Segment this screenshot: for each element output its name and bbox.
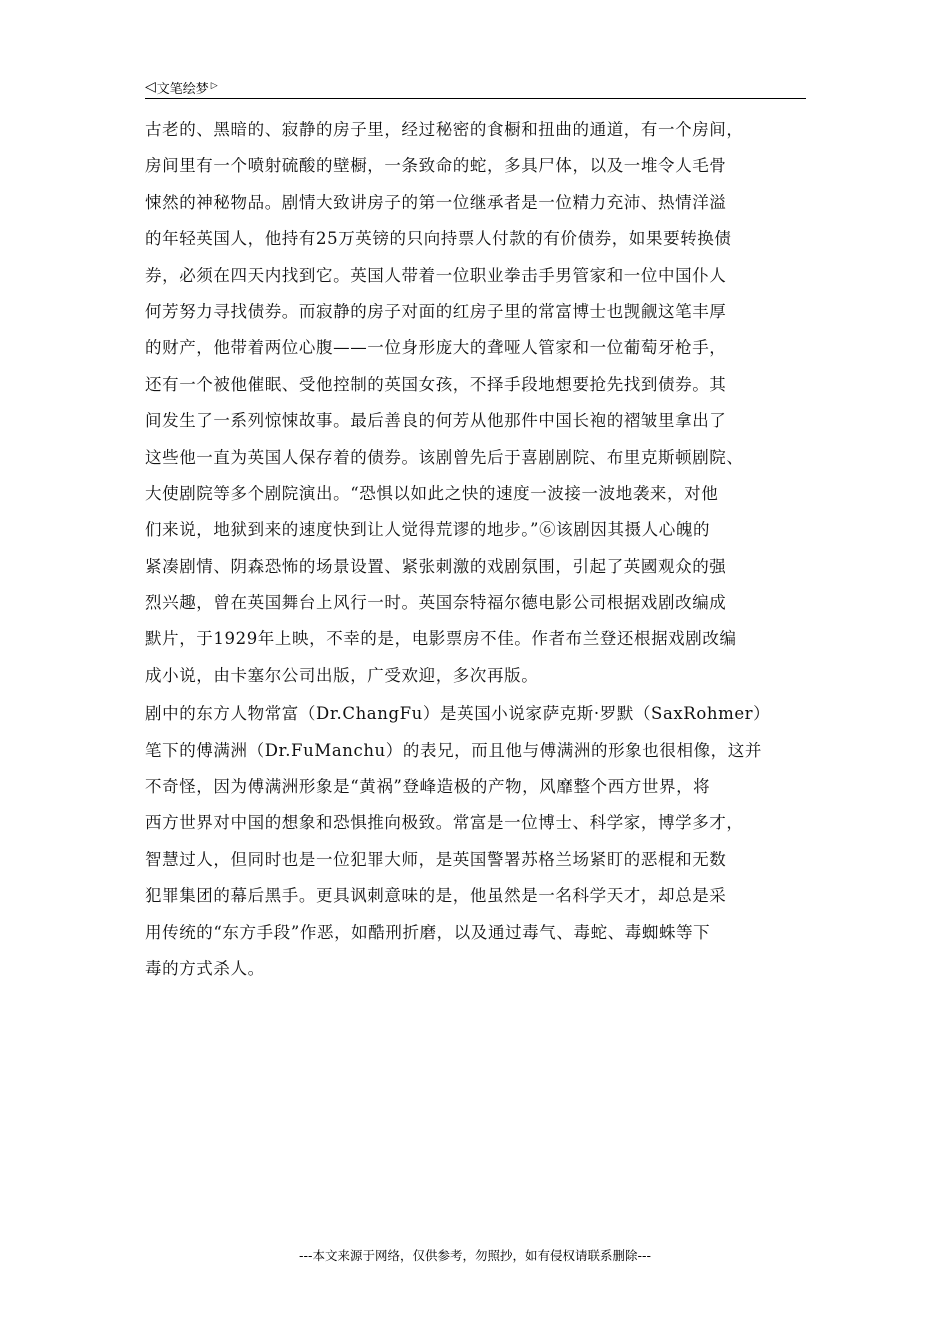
text-line: 的年轻英国人，他持有25万英镑的只向持票人付款的有价债券，如果要转换债 bbox=[145, 229, 732, 249]
left-triangle-icon: ◁ bbox=[145, 79, 156, 95]
right-triangle-icon: ▷ bbox=[210, 81, 218, 91]
paragraph-2 bbox=[145, 696, 810, 987]
header-title: 文笔绘梦 bbox=[156, 81, 209, 97]
text-line: 这些他一直为英国人保存着的债券。该剧曾先后于喜剧剧院、布里克斯顿剧院、 bbox=[145, 447, 744, 467]
text-line: 房间里有一个喷射硫酸的壁橱，一条致命的蛇，多具尸体，以及一堆令人毛骨 bbox=[145, 156, 727, 176]
text-line: 何芳努力寻找债券。而寂静的房子对面的红房子里的常富博士也觊觎这笔丰厚 bbox=[145, 301, 727, 321]
text-line: 的财产，他带着两位心腹——一位身形庞大的聋哑人管家和一位葡萄牙枪手， bbox=[145, 338, 727, 358]
text-line: 大使剧院等多个剧院演出。“恐惧以如此之快的速度一波接一波地袭来，对他 bbox=[145, 483, 719, 503]
text-line: 用传统的“东方手段”作恶，如酷刑折磨，以及通过毒气、毒蛇、毒蜘蛛等下 bbox=[145, 922, 711, 942]
paragraph-1 bbox=[145, 112, 810, 694]
text-line: 们来说，地狱到来的速度快到让人觉得荒谬的地步。”⑥该剧因其摄人心魄的 bbox=[145, 520, 711, 540]
text-line: 悚然的神秘物品。剧情大致讲房子的第一位继承者是一位精力充沛、热情洋溢 bbox=[145, 192, 727, 212]
text-line: 不奇怪，因为傅满洲形象是“黄祸”登峰造极的产物，风靡整个西方世界，将 bbox=[145, 777, 711, 797]
text-line: 古老的、黑暗的、寂静的房子里，经过秘密的食橱和扭曲的通道，有一个房间， bbox=[145, 120, 744, 139]
text-line: 剧中的东方人物常富（Dr.ChangFu）是英国小说家萨克斯·罗默（SaxRohmer） bbox=[145, 704, 771, 724]
text-line: 毒的方式杀人。 bbox=[145, 958, 265, 978]
document-body bbox=[145, 112, 810, 987]
text-line: 默片，于1929年上映，不幸的是，电影票房不佳。作者布兰登还根据戏剧改编 bbox=[145, 629, 737, 649]
text-line: 笔下的傅满洲（Dr.FuManchu）的表兄，而且他与傅满洲的形象也很相像，这并 bbox=[145, 740, 762, 760]
page-header bbox=[145, 76, 806, 99]
text-line: 西方世界对中国的想象和恐惧推向极致。常富是一位博士、科学家，博学多才， bbox=[145, 813, 744, 833]
text-line: 间发生了一系列惊悚故事。最后善良的何芳从他那件中国长袍的褶皱里拿出了 bbox=[145, 411, 727, 431]
page-footer: ---本文来源于网络，仅供参考，勿照抄，如有侵权请联系删除--- bbox=[298, 1248, 652, 1263]
text-line: 紧凑剧情、阴森恐怖的场景设置、紧张刺激的戏剧氛围，引起了英國观众的强 bbox=[145, 556, 727, 576]
text-line: 智慧过人，但同时也是一位犯罪大师，是英国警署苏格兰场紧盯的恶棍和无数 bbox=[145, 849, 727, 869]
text-line: 券，必须在四天内找到它。英国人带着一位职业拳击手男管家和一位中国仆人 bbox=[145, 265, 727, 285]
text-line: 犯罪集团的幕后黑手。更具讽刺意味的是，他虽然是一名科学天才，却总是采 bbox=[145, 886, 727, 906]
text-line: 还有一个被他催眠、受他控制的英国女孩，不择手段地想要抢先找到债券。其 bbox=[145, 374, 727, 394]
text-line: 成小说，由卡塞尔公司出版，广受欢迎，多次再版。 bbox=[145, 665, 539, 685]
text-line: 烈兴趣，曾在英国舞台上风行一时。英国奈特福尔德电影公司根据戏剧改编成 bbox=[145, 593, 727, 613]
